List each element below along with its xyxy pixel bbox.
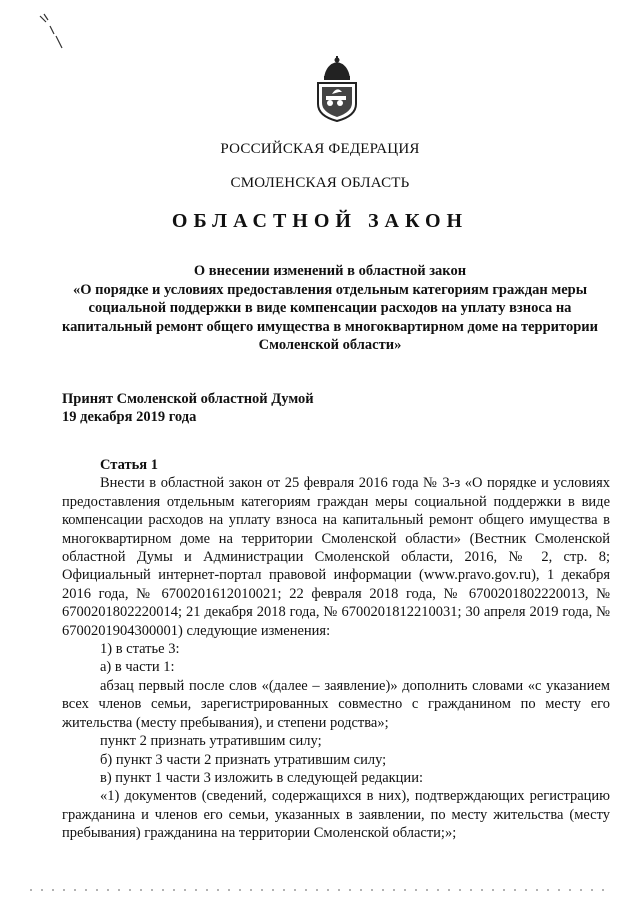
paragraph-item: а) в части 1:	[100, 659, 175, 676]
subject-line-1: О внесении изменений в областной закон	[193, 263, 467, 279]
paragraph-item: 1) в статье 3:	[100, 641, 180, 658]
adopted-by: Принят Смоленской областной Думой	[62, 391, 314, 407]
region-name: СМОЛЕНСКАЯ ОБЛАСТЬ	[230, 175, 410, 191]
scan-edge-dots	[30, 887, 610, 893]
coat-of-arms-icon	[314, 56, 360, 122]
paragraph-item: абзац первый после слов «(далее – заявление)» дополнить словами «с указанием всех членов семьи, зарегистрированных совместно с гражданином по месту его жительства (месту пребывания), и степени родства»;	[62, 677, 610, 731]
scan-mark-icon	[36, 12, 70, 52]
law-subject	[60, 262, 600, 355]
adoption-date: 19 декабря 2019 года	[62, 409, 197, 425]
paragraph-item: б) пункт 3 части 2 признать утратившим силу;	[100, 751, 387, 768]
adoption-info	[62, 390, 314, 426]
paragraph-intro: Внести в областной закон от 25 февраля 2016 года № 3-з «О порядке и условиях предоставления отдельным категориям граждан меры социальной поддержки в виде компенсации расходов на уплату взноса на капитальный ремонт общего имущества в многоквартирном доме на территории Смоленской области» (Вестник Смоленской областной Думы и Администрации Смоленской области, 2016, № 2, стр. 8; Официальный интернет-портал правовой информации (www.pravo.gov.ru), 1 декабря 2016 года, № 6700201612010021; 22 февраля 2018 года, № 6700201802220013, № 6700201802220014; 21 декабря 2018 года, № 6700201812210031; 30 апреля 2019 года, № 6700201904300001) следующие изменения:	[62, 475, 610, 639]
subject-line-2: «О порядке и условиях предоставления отдельным категориям граждан меры социальной поддержки в виде компенсации расходов на уплату взноса на капитальный ремонт общего имущества в многоквартирном доме на территории Смоленской области»	[61, 281, 598, 353]
paragraph-item: пункт 2 признать утратившим силу;	[100, 733, 322, 750]
paragraph-item: в) пункт 1 части 3 изложить в следующей редакции:	[100, 769, 423, 786]
paragraph-item: «1) документов (сведений, содержащихся в них), подтверждающих регистрацию гражданина и членов его семьи, указанных в заявлении, по месту жительства (месту пребывания) гражданина на территории Смоленской области;»;	[62, 788, 610, 842]
article-body	[62, 456, 610, 843]
article-heading: Статья 1	[100, 457, 158, 473]
country-name: РОССИЙСКАЯ ФЕДЕРАЦИЯ	[220, 141, 420, 157]
document-type: ОБЛАСТНОЙ ЗАКОН	[171, 210, 469, 232]
